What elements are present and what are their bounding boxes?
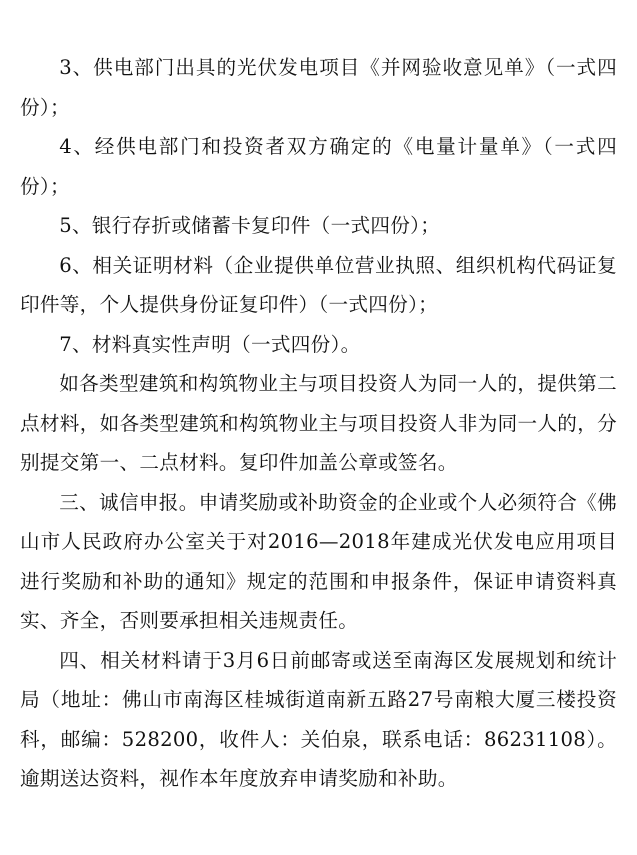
paragraph-item-7: 7、材料真实性声明（一式四份）。 — [59, 332, 361, 356]
paragraph-item-3: 3、供电部门出具的光伏发电项目《并网验收意见单》（一式四份）； — [20, 56, 617, 119]
paragraph-section-4: 四、相关材料请于3月6日前邮寄或送至南海区发展规划和统计局（地址：佛山市南海区桂城街道南新五路27号南粮大厦三楼投资科，邮编：528200，收件人：关伯泉，联系电话：86231108）。逾期送达资料，视作本年度放弃申请奖励和补助。 — [20, 648, 617, 790]
paragraph-section-3: 三、诚信申报。申请奖励或补助资金的企业或个人必须符合《佛山市人民政府办公室关于对2016—2018年建成光伏发电应用项目进行奖励和补助的通知》规定的范围和申报条件，保证申请资料真实、齐全，否则要承担相关违规责任。 — [20, 490, 617, 632]
paragraph-item-5: 5、银行存折或储蓄卡复印件（一式四份）； — [59, 214, 441, 237]
document-body — [20, 48, 617, 799]
paragraph-item-6: 6、相关证明材料（企业提供单位营业执照、组织机构代码证复印件等，个人提供身份证复印件）（一式四份）； — [20, 253, 617, 316]
paragraph-item-4: 4、经供电部门和投资者双方确定的《电量计量单》（一式四份）； — [20, 135, 617, 198]
paragraph-note: 如各类型建筑和构筑物业主与项目投资人为同一人的，提供第二点材料，如各类型建筑和构筑物业主与项目投资人非为同一人的，分别提交第一、二点材料。复印件加盖公章或签名。 — [20, 372, 617, 474]
